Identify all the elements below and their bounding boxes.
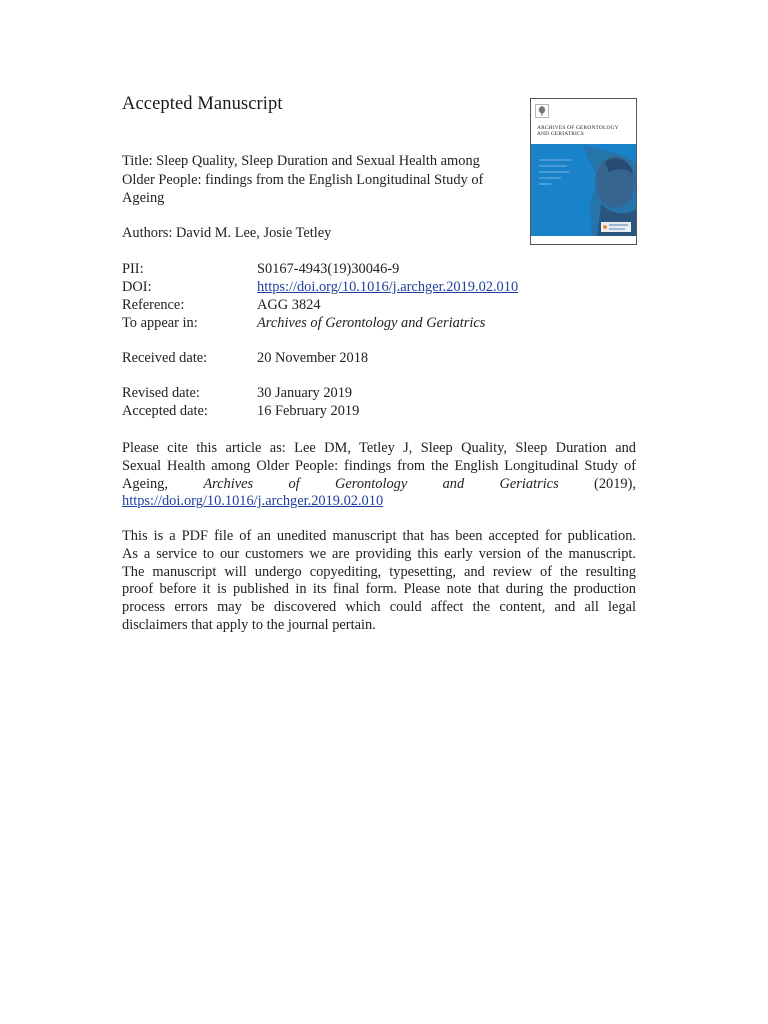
citation-doi-link[interactable]: https://doi.org/10.1016/j.archger.2019.02.010: [122, 493, 384, 510]
article-title: [122, 152, 512, 208]
appear-label: To appear in:: [122, 315, 198, 331]
title-line: Older People: findings from the English Longitudinal Study of: [122, 171, 484, 188]
journal-name: Archives of Gerontology and Geriatrics: [257, 315, 486, 331]
authors: Authors: David M. Lee, Josie Tetley: [122, 225, 332, 241]
elsevier-tree-icon: [535, 104, 549, 118]
citation-word: Geriatrics: [499, 475, 559, 492]
notice-line: This is a PDF file of an unedited manuscript that has been accepted for publication.: [122, 528, 636, 544]
cover-title-line: ARCHIVES OF GERONTOLOGY: [537, 125, 619, 131]
title-line: Title: Sleep Quality, Sleep Duration and Sexual Health among: [122, 153, 480, 169]
meta-row-reference: [122, 296, 321, 314]
citation-line: Please cite this article as: Lee DM, Tetley J, Sleep Quality, Sleep Duration and: [122, 440, 636, 456]
citation-paragraph: [122, 440, 636, 511]
received-value: 20 November 2018: [257, 350, 369, 366]
citation-line: [122, 476, 636, 494]
cover-illustration: [531, 144, 636, 236]
notice-paragraph: [122, 528, 636, 635]
notice-line: proof before it is published in its final form. Please note that during the production: [122, 581, 636, 598]
accepted-value: 16 February 2019: [257, 403, 360, 419]
reference-label: Reference:: [122, 297, 185, 313]
notice-line: disclaimers that apply to the journal pertain.: [122, 616, 376, 633]
citation-line: Sexual Health among Older People: findings from the English Longitudinal Study of: [122, 457, 636, 474]
reference-value: AGG 3824: [257, 297, 321, 313]
meta-row-doi: [122, 278, 518, 296]
cover-journal-title: [537, 125, 633, 137]
notice-line: The manuscript will undergo copyediting, typesetting, and review of the resulting: [122, 563, 636, 580]
pii-label: PII:: [122, 261, 144, 277]
citation-word: Gerontology: [335, 475, 408, 492]
notice-line: As a service to our customers we are providing this early version of the manuscript.: [122, 545, 636, 562]
meta-row-revised: [122, 384, 352, 402]
page-heading: Accepted Manuscript: [122, 94, 283, 114]
meta-row-accepted: [122, 402, 359, 420]
doi-label: DOI:: [122, 279, 152, 295]
meta-row-appear: [122, 314, 485, 332]
citation-word: Archives: [203, 475, 254, 492]
cover-title-line: AND GERIATRICS: [537, 131, 584, 138]
citation-word: of: [288, 475, 300, 492]
title-line: Ageing: [122, 190, 165, 206]
received-label: Received date:: [122, 350, 208, 366]
accepted-label: Accepted date:: [122, 403, 208, 419]
pii-value: S0167-4943(19)30046-9: [257, 261, 400, 277]
revised-label: Revised date:: [122, 385, 200, 401]
citation-word: Ageing,: [122, 475, 168, 492]
journal-cover: [530, 98, 637, 245]
meta-row-pii: [122, 260, 399, 278]
doi-link[interactable]: https://doi.org/10.1016/j.archger.2019.02.010: [257, 279, 519, 295]
notice-line: process errors may be discovered which could affect the content, and all legal: [122, 599, 636, 616]
meta-row-received: [122, 349, 368, 367]
citation-word: (2019),: [594, 475, 636, 492]
citation-word: and: [442, 475, 465, 492]
revised-value: 30 January 2019: [257, 385, 353, 401]
cover-artwork: [531, 144, 636, 236]
